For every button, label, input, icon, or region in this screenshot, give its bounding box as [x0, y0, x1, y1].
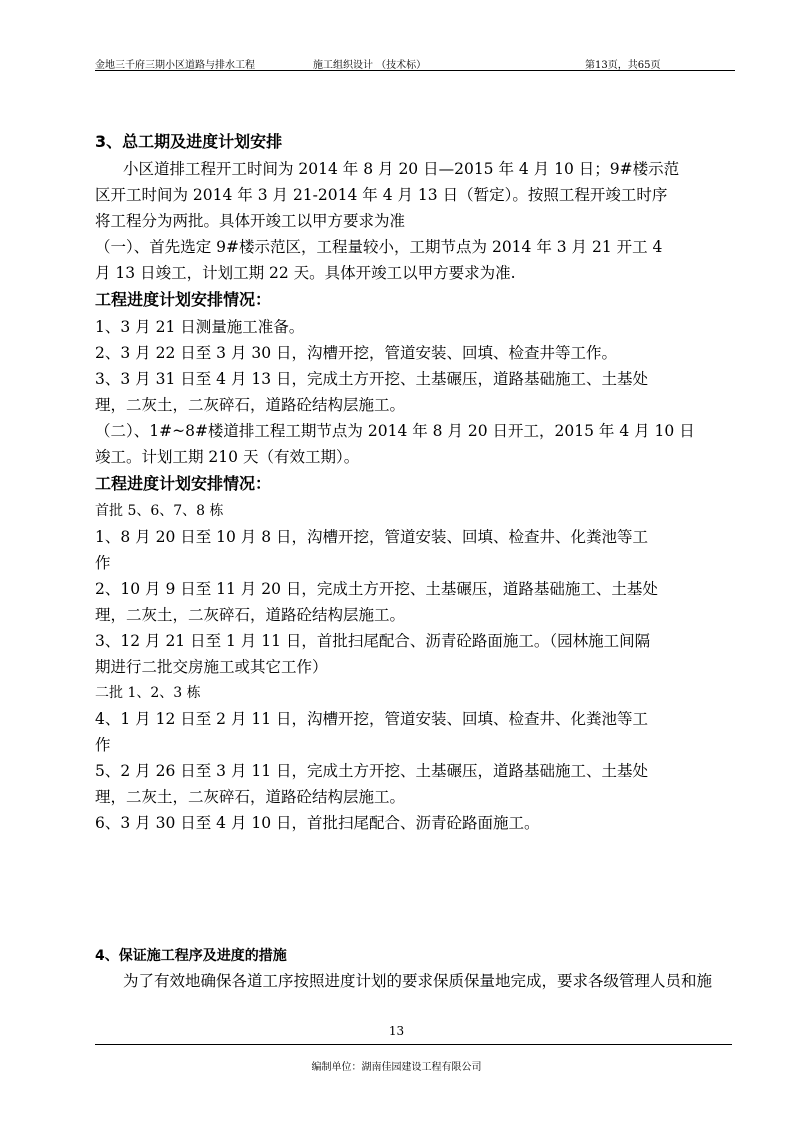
list-item: 3、3 月 31 日至 4 月 13 日，完成土方开挖、土基碾压，道路基础施工、土基处: [95, 370, 649, 388]
list-item: 4、1 月 12 日至 2 月 11 日，沟槽开挖，管道安装、回填、检查井、化粪池等工: [95, 710, 649, 728]
list-item-continued: 作: [95, 554, 111, 572]
paragraph-line: 月 13 日竣工，计划工期 22 天。具体开竣工以甲方要求为准.: [95, 264, 516, 282]
page-number: 13: [388, 1024, 405, 1038]
section-4-heading: 4、保证施工程序及进度的措施: [95, 948, 287, 964]
paragraph-line: 竣工。计划工期 210 天（有效工期）。: [95, 448, 360, 466]
plan-heading-1: 工程进度计划安排情况：: [95, 290, 272, 309]
list-item: 6、3 月 30 日至 4 月 10 日，首批扫尾配合、沥青砼路面施工。: [95, 814, 540, 832]
list-item-continued: 作: [95, 736, 111, 754]
footer-organization: 编制单位：湖南佳园建设工程有限公司: [311, 1062, 482, 1073]
paragraph-line: （二）、1#~8#楼道排工程工期节点为 2014 年 8 月 20 日开工，2015 年 4 月 10 日: [95, 422, 695, 440]
list-item-continued: 理，二灰土，二灰碎石，道路砼结构层施工。: [95, 788, 406, 806]
list-item: 5、2 月 26 日至 3 月 11 日，完成土方开挖、土基碾压，道路基础施工、土基处: [95, 762, 649, 780]
paragraph-line: 将工程分为两批。具体开竣工以甲方要求为准: [95, 212, 406, 230]
list-item: 1、3 月 21 日测量施工准备。: [95, 318, 305, 336]
list-item: 2、3 月 22 日至 3 月 30 日，沟槽开挖，管道安装、回填、检查井等工作。: [95, 344, 618, 362]
header-document-type: 施工组织设计 （技术标）: [313, 60, 427, 71]
paragraph-line: （一）、首先选定 9#楼示范区，工程量较小，工期节点为 2014 年 3 月 21 开工 4: [95, 238, 663, 256]
header-page-count: 第13页，共65页: [585, 60, 661, 71]
paragraph-line: 为了有效地确保各道工序按照进度计划的要求保质保量地完成，要求各级管理人员和施: [123, 972, 713, 990]
paragraph-line: 小区道排工程开工时间为 2014 年 8 月 20 日—2015 年 4 月 10 日；9#楼示范: [123, 160, 680, 178]
list-item: 1、8 月 20 日至 10 月 8 日，沟槽开挖，管道安装、回填、检查井、化粪池等工: [95, 528, 649, 546]
header-project-title: 金地三千府三期小区道路与排水工程: [95, 60, 255, 71]
list-item-continued: 期进行二批交房施工或其它工作）: [95, 658, 328, 676]
batch-label-second: 二批 1、2、3 栋: [95, 685, 201, 701]
plan-heading-2: 工程进度计划安排情况：: [95, 474, 272, 493]
list-item-continued: 理，二灰土，二灰碎石，道路砼结构层施工。: [95, 396, 406, 414]
footer-divider: [95, 1044, 732, 1045]
list-item: 2、10 月 9 日至 11 月 20 日，完成土方开挖、土基碾压，道路基础施工、土基处: [95, 580, 658, 598]
list-item: 3、12 月 21 日至 1 月 11 日，首批扫尾配合、沥青砼路面施工。（园林施工间隔: [95, 632, 651, 650]
batch-label-first: 首批 5、6、7、8 栋: [95, 503, 224, 519]
paragraph-line: 区开工时间为 2014 年 3 月 21-2014 年 4 月 13 日（暂定）。按照工程开竣工时序: [95, 186, 668, 204]
list-item-continued: 理，二灰土，二灰碎石，道路砼结构层施工。: [95, 606, 406, 624]
section-3-heading: 3、总工期及进度计划安排: [95, 132, 283, 151]
page-header: [95, 52, 735, 71]
page-body: [95, 128, 740, 994]
blank-space: [95, 836, 740, 944]
